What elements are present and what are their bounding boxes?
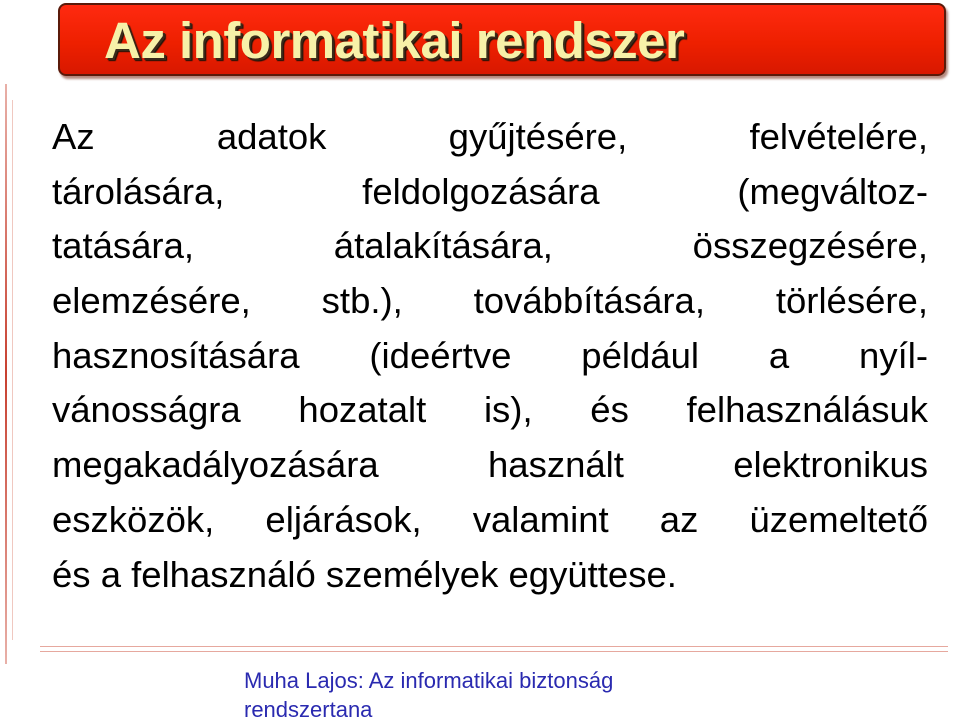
paragraph-line: tatására, átalakítására, összegzésére, xyxy=(52,225,928,267)
paragraph-line: elemzésére, stb.), továbbítására, törlésére, xyxy=(52,280,928,322)
paragraph-line: tárolására, feldolgozására (megváltoz- xyxy=(52,170,928,212)
paragraph-line: megakadályozására használt elektronikus xyxy=(52,444,928,486)
left-decorative-rule xyxy=(5,84,7,664)
footer-citation-continued: rendszertana xyxy=(244,697,373,722)
footer-divider xyxy=(40,646,948,652)
left-decorative-rule-thin xyxy=(12,100,13,640)
paragraph-line: eszközök, eljárások, valamint az üzemeltető xyxy=(52,498,928,540)
paragraph-line: vánosságra hozatalt is), és felhasználásuk xyxy=(52,389,928,431)
paragraph-line: hasznosítására (ideértve például a nyíl- xyxy=(52,334,928,376)
slide-title: Az informatikai rendszer xyxy=(104,12,685,69)
footer-citation: Muha Lajos: Az informatikai biztonság xyxy=(244,668,614,693)
paragraph-line: Az adatok gyűjtésére, felvételére, xyxy=(52,116,928,157)
definition-paragraph xyxy=(52,110,928,602)
title-banner xyxy=(58,3,946,76)
paragraph-line: és a felhasználó személyek együttese. xyxy=(52,553,677,595)
